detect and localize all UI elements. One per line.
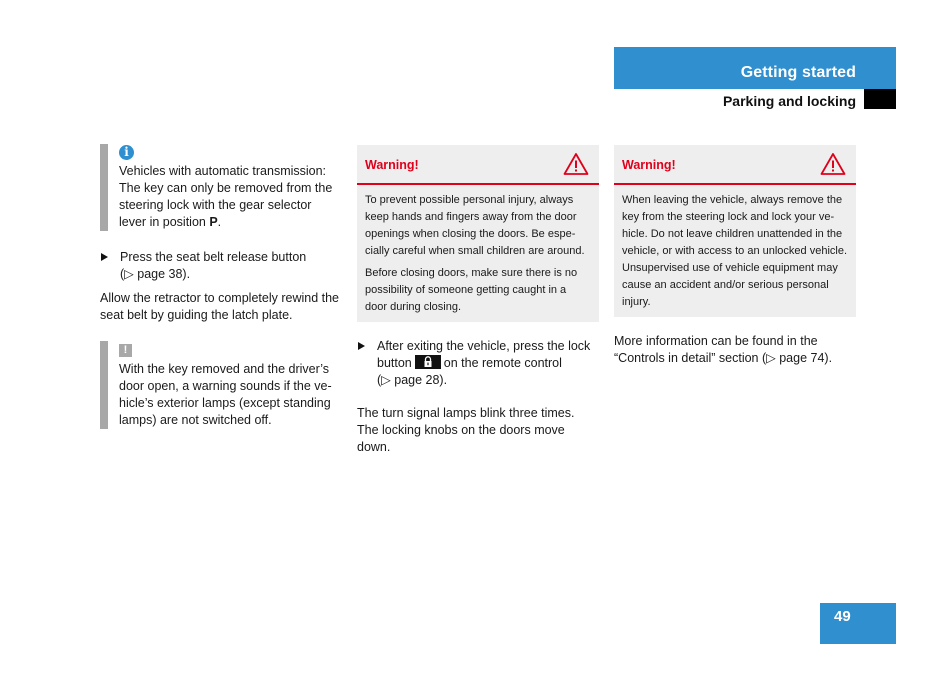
page-number-box bbox=[820, 603, 896, 644]
info-icon: i bbox=[119, 145, 134, 160]
instruction-bullet bbox=[357, 338, 599, 389]
bullet-text: After exiting the vehicle, press the lock button on the remote control bbox=[377, 339, 591, 370]
exclamation-icon: ! bbox=[119, 344, 132, 357]
warning-label: Warning! bbox=[365, 158, 419, 172]
warning-body bbox=[357, 185, 599, 322]
column-3 bbox=[614, 145, 856, 374]
page-reference: (▷ page 28). bbox=[377, 373, 448, 387]
warning-box bbox=[357, 145, 599, 322]
lock-button-icon bbox=[415, 355, 441, 369]
caution-note bbox=[100, 341, 342, 429]
section-marker bbox=[864, 89, 896, 109]
page-reference: (▷ page 38). bbox=[120, 267, 191, 281]
warning-triangle-icon bbox=[820, 152, 846, 176]
info-note-text: Vehicles with automatic transmission: The key can only be removed from the steering lock with the gear selector lever in position P. bbox=[119, 164, 333, 229]
bullet-arrow-icon bbox=[358, 342, 365, 350]
bullet-arrow-icon bbox=[101, 253, 108, 261]
paragraph: More information can be found in the “Controls in detail” section (▷ page 74). bbox=[614, 334, 833, 365]
warning-header bbox=[357, 145, 599, 185]
instruction-bullet bbox=[100, 249, 342, 283]
bullet-text: Press the seat belt release button bbox=[120, 250, 307, 264]
warning-text: To prevent possible personal injury, always keep hands and fingers away from the door openings when closing the doors. Be especially careful when small children are around. bbox=[365, 194, 585, 257]
section-title: Getting started bbox=[740, 64, 856, 81]
column-1 bbox=[100, 144, 342, 447]
warning-body bbox=[614, 185, 856, 317]
paragraph: The turn signal lamps blink three times. The locking knobs on the doors move down. bbox=[357, 406, 575, 454]
warning-triangle-icon bbox=[563, 152, 589, 176]
page-number: 49 bbox=[834, 608, 851, 625]
warning-text: Before closing doors, make sure there is no possibility of someone getting caught in a door during closing. bbox=[365, 267, 578, 313]
column-2 bbox=[357, 145, 599, 463]
info-note bbox=[100, 144, 342, 231]
warning-text: When leaving the vehicle, always remove the key from the steering lock and lock your vehicle. Do not leave children unattended in the vehicle, or with access to an unlocked vehicle. Unsupervised use of vehicle equipment may cause an accident and/or serious personal injury. bbox=[622, 194, 848, 308]
section-header-bar bbox=[614, 47, 896, 89]
warning-label: Warning! bbox=[622, 158, 676, 172]
warning-header bbox=[614, 145, 856, 185]
subsection-title: Parking and locking bbox=[722, 93, 856, 109]
paragraph: Allow the retractor to completely rewind the seat belt by guiding the latch plate. bbox=[100, 291, 339, 322]
warning-box bbox=[614, 145, 856, 317]
caution-note-text: With the key removed and the driver’s door open, a warning sounds if the vehicle’s exterior lamps (except standing lamps) are not switched off. bbox=[119, 362, 332, 427]
